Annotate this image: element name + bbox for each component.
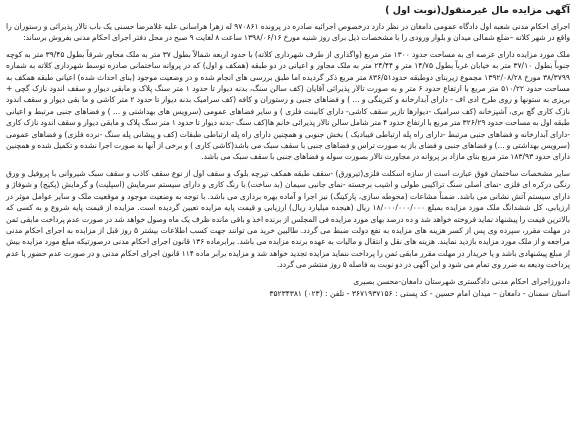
structure-description-paragraph: سایر مشخصات ساختمان فوق عبارت است از سازه اسکلت فلزی(تیرورق) -سقف طبقه همکف تیرچه بلوک و سقف اول از نوع سقف کاذب و سقف سبک شیروانی با پروفیل و ورق رنگی درکره ای فلزی -نمای اصلی سنگ تراکیبی طولی و اشیب برجسته -نمای جانبی سیمان (بد ساخت) با رنگ کاری و دارای سیستم سرمایش (اسپلیت) و گرمایش (پکیج) و شوفاژ و دارای سیستم آتش نشانی می باشد. ضمناً مشاعات (محوطه سازی، پارکینگ) نیز اجرا و آماده بهره برداری می باشد. با توجه به وضعیت موجود و موقعیت ملک و سایر عوامل موثر در ارزیابی، کل ششدانگ ملک مورد مزایده بمبلغ ۱۸/۰۰۰/۰۰۰/۰۰۰ ریال (هیجده میلیارد ریال) ارزیابی و قیمت پایه مزایده تعیین گردیده است. مزایده از قیمت پایه شروع و به کسی که بالاترین قیمت را پیشنهاد نماید فروخته خواهد شد و ده درصد بهای مورد مزایده فی المجلس از برنده اخذ و باقی مانده ظرف یک ماه وصول خواهد شد در صورت عدم پرداخت مابقی ثمن در مهلت مقرر، سپرده وی پس از کسر هزینه های مزایده به نفع دولت ضبط می گردد. طالبین خرید می توانند جهت کسب اطلاعات بیشتر ۵ روز قبل از مزایده به اجرای احکام مدنی مراجعه و از ملک مورد مزایده بازدید نمایند. هزینه های نقل و انتقال و مالیات به عهده برنده مزایده می باشد. برابرماده ۱۳۶ قانون اجرای احکام مدنی درصورتیکه مبلغ مورد مزایده بیش از مبلغ پیشنهادی باشد و یا خریدار در مهلت مقرر مابقی ثمن را پرداخت ننماید مزایده تجدید خواهد شد و مزایده برابر ماده ۱۱۴ قانون اجرای احکام مدنی و در صورت عدم حضور یا عدم پرداخت ودیعه به ضرر وی تمام می شود و این آگهی در دو نوبت به فاصله ۵ روز منتشر می گردد. <box>6 168 571 270</box>
address-line: استان سمنان - دامغان – میدان امام حسین - کد پستی : ۳۶۷۱۹۳۷۱۵۶ - تلفن : (۰۲۳) ۳۵۲۳۴۳۸۱ <box>269 288 570 298</box>
notice-title: آگهی مزایده مال غیرمنقول(نوبت اول ) <box>385 5 570 16</box>
intro-paragraph: اجرای احکام مدنی شعبه اول دادگاه عمومی دامغان در نظر دارد درخصوص اجرائیه صادره در پرونده ۹۷۰۸۶۱ له زهرا هراسانی علیه غلامرضا حسنی یک باب تالار پذیرائی و رستوران را واقع در شهر کلاته –ضلع شمالی میدان و بلوار ورودی را با مشخصات ذیل برای روز شنبه مورخ ۱۳۹۸/۰۶/۱۶ ساعت ۸ لغایت ۹ صبح در محل دفتر اجرای احکام مدنی بفروش برساند: <box>6 22 571 43</box>
signature-line: دادورزاجرای احکام مدنی دادگستری شهرستان دامغان-محسن بصیری <box>353 276 570 286</box>
property-description-paragraph: ملک مورد مزایده دارای عرصه ای به مساحت حدود ۱۳۰۰ متر مربع (واگذاری از طرف شهرداری کلاته) با حدود اربعه شمالاً بطول ۳۷ متر به ملک مجاور شرقاً بطول ۳۹/۴۵ متر به کوچه جنوباً بطول ۳۷/۱۰ متر به خیابان غرباً بطول ۱۴/۷۵ متر و ۲۴/۴۴ متر به ملک مجاور و اعیانی در دو طبقه (همکف و اول) که در پروانه ساختمانی صادره توسط شهرداری کلاته به شماره ۳۸/۳۷۹۹ مورخ ۱۳۹۲/۰۸/۲۸ مجموع زیربنای دوطبقه حدود۸۳۶/۵۱ متر مربع ذکر گردیده اما طبق بررسی های انجام شده و در وضعیت موجود (بنای احداث شده) اعیانی طبقه همکف به مساحت حدود ۵۱۰/۲۲ متر مربع با ارتفاع حدود ۶ متر و به صورت تالار پذیرائی آقایان (کف سالن سنگ، بدنه دیوار تا حدود ۱ متر سنگ پلاک و مابقی دیوار و سقف اندود نازک گچی + بریزی به ستونها و روی طرح ادی اف - دارای آبدارخانه و کترینگی و ... ) و فضاهای جنبی و رستوران و کافه (کف سرامیک بدنه دیوار تا حدود ۲ متر کاشی و ما بقی دیوار و سقف اندود نازک کاری گچ بری، آشپزخانه (کف سرامیک -دیوارها تازیر سقف کاشی- دارای کابینت فلزی ) و سایر فضاهای عمومی (سرویس های بهداشتی و ... ) و فضاهای جنبی مرتبط و اعیانی طبقه اول به مساحت حدود ۳۲۶/۲۹ متر مربع با ارتفاع حدود ۴ متر شامل سالن تالار پذیرائی خانم ها(کف سنگ -بدنه دیوار تا حدود ۱ متر سنگ پلاک و مابقی دیوار و سقف اندود نازک کاری -دارای آبدارخانه و فضاهای جنبی مرتبط -دارای راه پله ارتباطی فیبادیک ) بخش جنوبی و همچنین دارای راه پله ارتباطی طبقات (کف و پیشانی پله سنگ -نرده فلزی) و فضاهای عمومی (سرویس بهداشتی و ...) و فضاهای جنبی و فضای باز به صورت تراس و فضاهای جنبی با سقف سبک می باشد(کاشی کاری ) و برخی از آنها به صورت اجرا نشده و تکمیل شده و همچنین دارای حدود ۱۸۳/۹۳ متر مربع بنای مازاد بر پروانه در مجاورت تالار بصورت سوله و فضاهای جنبی با سقف سبک می باشد. <box>6 49 571 162</box>
